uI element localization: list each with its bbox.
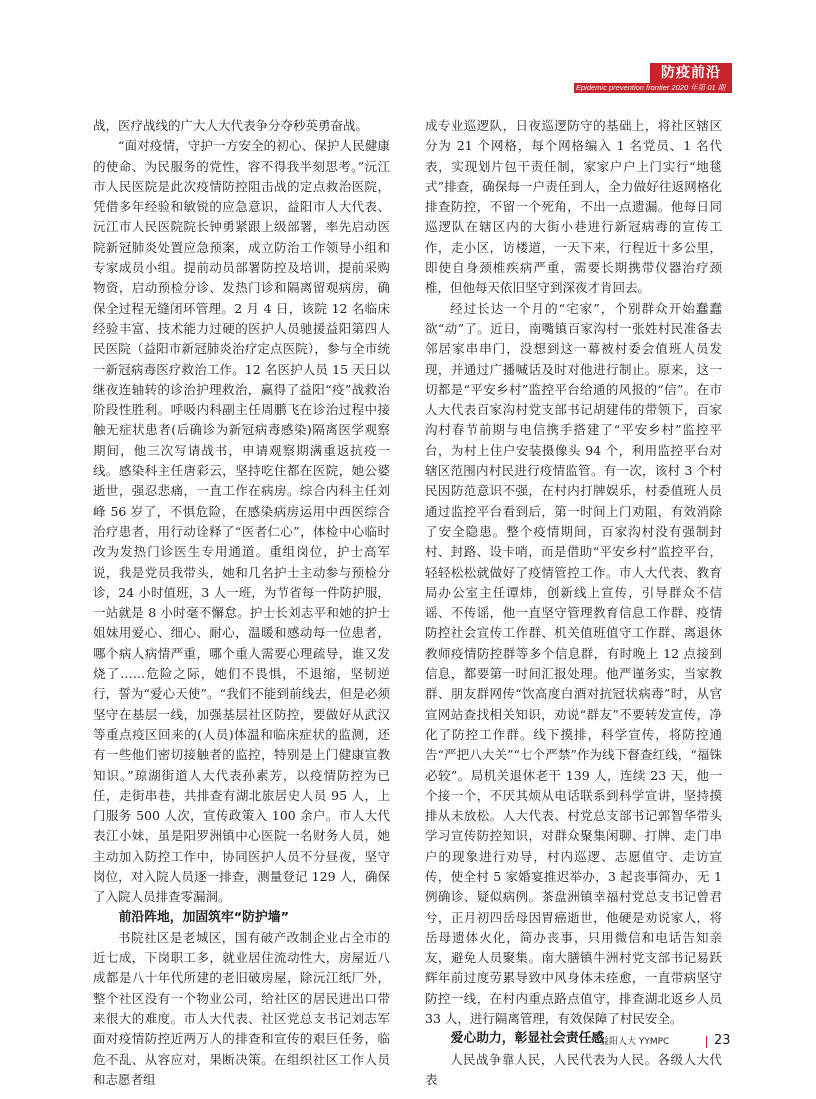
paragraph: 成专业巡逻队，日夜巡逻防守的基础上，将社区辖区分为 21 个网格，每个网格编入 1 名党员、1 名代表，实现划片包干责任制，家家户户上门实行“地毯式”排查，确保每一户责任到人，全力做好往返网格化排查防控，不留一个死角，不出一点遗漏。他每日同巡逻队在辖区内的大街小巷进行新冠病毒的宣传工作，走小区，访楼道，一天下来，行程近十多公里，即使自身颈椎疾病严重，需要长期携带仪器治疗颈椎，但他每天依旧坚守到深夜才肯回去。 (425, 118, 722, 296)
page-number: 23 (714, 1033, 731, 1048)
paragraph: “面对疫情，守护一方安全的初心、保护人民健康的使命、为民服务的党性，容不得我半刻思考。”沅江市人民医院是此次疫情防控阻击战的定点救治医院，凭借多年经验和敏锐的应急意识，益阳市人大代表、沅江市人民医院院长钟勇紧跟上级部署，率先启动医院新冠肺炎处置应急预案，成立防治工作领导小组和专家成员小组。提前动员部署防控及培训，提前采购物资，启动预检分诊、发热门诊和隔离留观病房，确保全过程无缝闭环管理。2 月 4 日，该院 12 名临床经验丰富、技术能力过硬的医护人员驰援益阳第四人民医院（益阳市新冠肺炎治疗定点医院），参与全市统一新冠病毒医疗救治工作。12 名医护人员 15 天日以继夜连轴转的诊治护理救治，赢得了益阳“疫”战救治阶段性胜利。呼吸内科副主任周鹏飞在诊治过程中接触无症状患者(后确诊为新冠病毒感染)隔离医学观察期间，他三次写请战书，申请观察期满重返抗疫一线。感染科主任唐彩云，坚持吃住都在医院，她公婆逝世，强忍悲痛，一直工作在病房。综合内科主任刘峰 56 岁了，不惧危险，在感染病房运用中西医综合治疗患者，用行动诠释了“医者仁心”，体检中心临时改为发热门诊医生专用通道。重组岗位，护士高军说，我是党员我带头，她和几名护士主动参与预检分诊，24 小时值班，3 人一班，为节省每一件防护服，一站就是 8 小时毫不懈怠。护士长刘志平和她的护士姐妹用爱心、细心、耐心，温暖和感动每一位患者，哪个病人病情严重，哪个重人需要心理疏导，谁又发烧了……危险之际，她们不畏惧，不退缩，坚韧逆行，誓为“爱心天使”。“我们不能到前线去，但是必须坚守在基层一线，加强基层社区防控，要做好从武汉等重点疫区回来的(人员)体温和临床症状的监测，还有一些他们密切接触者的监控，特别是上门健康宣教知识。”琼湖街道人大代表孙素芳，以疫情防控为已任，走街串巷，共排查有湖北旅居史人员 95 人，上门服务 500 人次，宣传政策入 100 余户。市人大代表江小妹，虽是阳罗洲镇中心医院一名财务人员，她主动加入防控工作中，协同医护人员不分昼夜，坚守岗位，对入院人员逐一排查，测量登记 129 人，确保了入院人员排查零漏洞。 (93, 138, 390, 905)
left-column (93, 116, 390, 1090)
magazine-name: 益阳人大 YYMPC (600, 1037, 670, 1047)
header-subtitle: Epidemic prevention frontier 2020 年第 01 期 (576, 83, 726, 92)
paragraph: 书院社区是老城区，国有破产改制企业占全市的近七成，下岗职工多，就业居住流动性大，房屋近八成都是八十年代所建的老旧破房屋，除沅江纸厂外，整个社区没有一个物业公司，给社区的居民进出口带来很大的难度。市人大代表、社区党总支书记刘志军面对疫情防控近两万人的排查和宣传的艰巨任务，临危不乱、从容应对，果断决策。在组织社区工作人员和志愿者组 (93, 929, 390, 1087)
right-column (425, 116, 722, 1090)
section-heading: 前沿阵地，加固筑牢“防护墙” (118, 909, 289, 925)
column-tag: 防疫前沿 (650, 63, 732, 83)
footer-divider (706, 1036, 707, 1048)
page-footer (600, 1034, 740, 1050)
section-heading: 爱心助力，彰显社会责任感 (450, 1031, 605, 1047)
paragraph: 战，医疗战线的广大人大代表争分夺秒英勇奋战。 (93, 118, 369, 133)
paragraph: 人民战争靠人民，人民代表为人民。各级人大代表 (425, 1051, 722, 1087)
paragraph: 经过长达一个月的“宅家”，个别群众开始蠢蠢欲“动”了。近日，南嘴镇百家沟村一张姓村民准备去邻居家串串门，没想到这一幕被村委会值班人员发现，并通过广播喊话及时对他进行制止。原来，这一切都是“平安乡村”监控平台给通的风报的“信”。在市人大代表百家沟村党支部书记胡建伟的带领下，百家沟村春节前期与电信携手搭建了“平安乡村”监控平台，为村上住户安装摄像头 94 个，利用监控平台对辖区范围内村民进行疫情监管。有一次，该村 3 个村民因防范意识不强，在村内打牌娱乐，村委值班人员通过监控平台看到后，第一时间上门劝阻，有效消除了安全隐患。整个疫情期间，百家沟村没有强制封村、封路、设卡哨，而是借助“平安乡村”监控平台，轻轻松松就做好了疫情管控工作。市人大代表、教育局办公室主任谭炜，创新线上宣传，引导群众不信谣、不传谣，他一直坚守管理教育信息工作群、疫情防控社会宣传工作群、机关值班值守工作群、离退休教师疫情防控群等多个信息群，有时晚上 12 点接到信息，都要第一时间汇报处理。他严谨务实，当家教群、朋友群网传“饮高度白酒对抗冠状病毒”时，从官宣网站查找相关知识，劝说“群友”不要转发宣传，净化了防控工作群。线下摸排，科学宣传，将防控通告“严把八大关”“七个严禁”作为线下督查红线，“福铢必较”。局机关退休老干 139 人，连续 23 天，他一个接一个，不厌其烦从电话联系到科学宣讲，坚持摸排从未放松。人大代表、村党总支部书记郭智华带头学习宣传防控知识，对群众聚集闲聊、打牌、走门串户的现象进行劝导，村内巡逻、志愿值守、走访宣传，使全村 5 家婚宴推迟举办，3 起丧事简办，无 1 例确诊、疑似病例。茶盘洲镇幸福村党总支书记曾君兮，正月初四岳母因胃癌逝世，他硬是劝说家人，将岳母遗体火化，简办丧事，只用微信和电话告知亲友，避免人员聚集。南大膳镇牛洲村党支部书记易跃辉年前过度劳累导致中风身体未痊愈，一直带病坚守防控一线，在村内重点路点值守，排查湖北返乡人员 33 人，进行隔离管理，有效保障了村民安全。 (425, 300, 722, 1027)
